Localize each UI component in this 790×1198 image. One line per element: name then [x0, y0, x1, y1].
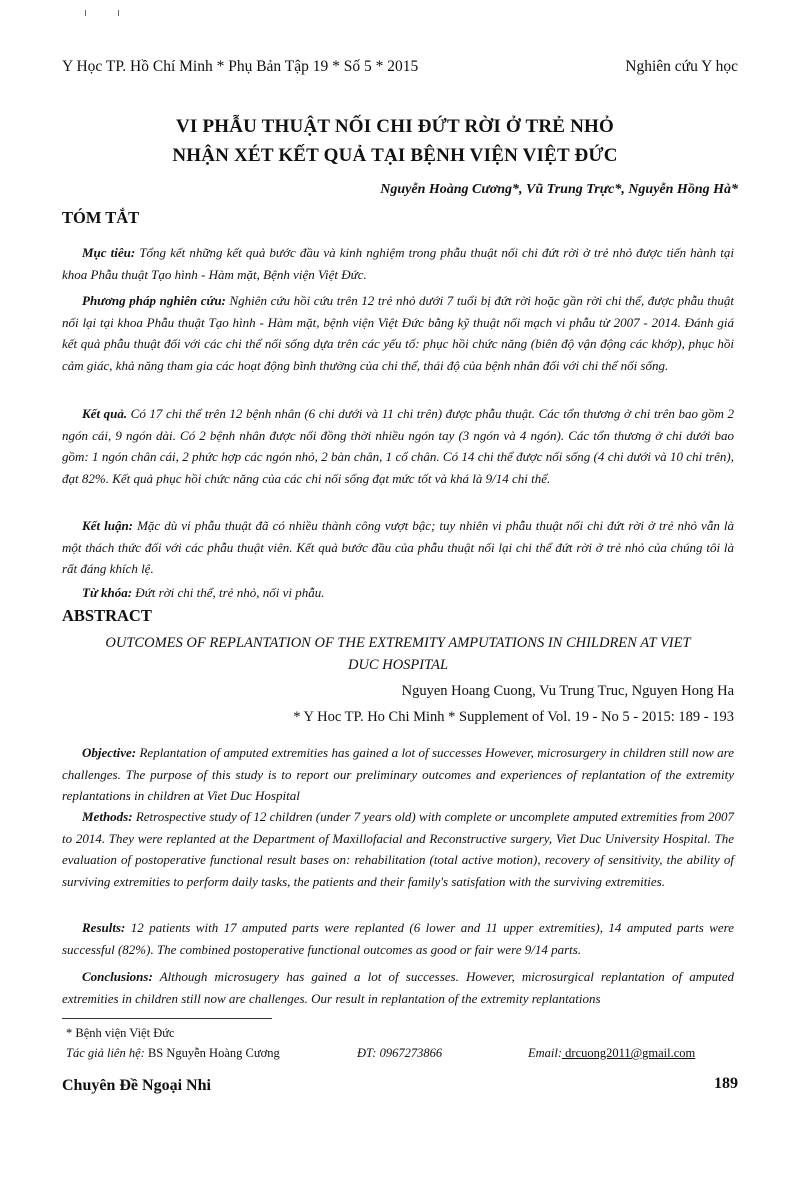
- citation: * Y Hoc TP. Ho Chi Minh * Supplement of Vol. 19 - No 5 - 2015: 189 - 193: [293, 709, 734, 725]
- footnote-email[interactable]: Email: drcuong2011@gmail.com: [528, 1046, 696, 1060]
- section-header: Nghiên cứu Y học: [625, 58, 738, 75]
- english-title-line-2: DUC HOSPITAL: [347, 657, 449, 673]
- footer-journal-section: Chuyên Đề Ngoại Nhi: [62, 1077, 211, 1094]
- footnote-affiliation: * Bệnh viện Việt Đức: [66, 1026, 175, 1040]
- title-line-1: VI PHẪU THUẬT NỐI CHI ĐỨT RỜI Ở TRẺ NHỎ: [175, 116, 614, 137]
- scan-mark: [118, 10, 119, 16]
- tom-tat-results: Kết quả. Có 17 chi thể trên 12 bệnh nhân (6 chi dưới và 11 chi trên) được phẫu thuật. Các tổn thương ở chi trên bao gồm 2 ngón cái, 9 ngón dài. Có 2 bệnh nhân được nối đồng thời nhiều ngón tay (3 ngón và 4 ngón). Các tổn thương ở chi dưới bao gồm: 1 ngón chân cái, 2 phức hợp các ngón nhỏ, 2 bàn chân, 1 cổ chân. Có 14 chi thể được nối sống (4 chi dưới và 10 chi trên), đạt 82%. Kết quả phục hồi chức năng của các chi nối sống đạt mức tốt và khá là 9/14 chi thể.: [62, 406, 734, 486]
- footnote-phone: ĐT: 0967273866: [357, 1046, 443, 1060]
- running-header: [62, 58, 738, 76]
- abstract-heading: ABSTRACT: [62, 606, 152, 625]
- article-title: [0, 112, 790, 170]
- english-title-line-1: OUTCOMES OF REPLANTATION OF THE EXTREMITY AMPUTATIONS IN CHILDREN AT VIET: [105, 635, 691, 651]
- tom-tat-heading: TÓM TẮT: [62, 208, 140, 227]
- tom-tat-methods: Phương pháp nghiên cứu: Nghiên cứu hồi cứu trên 12 trẻ nhỏ dưới 7 tuổi bị đứt rời hoặc gần rời chi thể, được phẫu thuật nối lại tại khoa Phẫu thuật Tạo hình - Hàm mặt, bệnh viện Việt Đức bằng kỹ thuật nối mạch vi phẫu từ 2007 - 2014. Đánh giá kết quả phẫu thuật đối với các chi thể nối sống dựa trên các yếu tố: phục hồi chức năng (biên độ vận động các khớp), phục hồi cảm giác, khả năng tham gia các hoạt động bình thường của chi thể, thái độ của bệnh nhân đối với chi thể nối sống.: [62, 293, 735, 373]
- english-title: [62, 632, 734, 676]
- english-authors: Nguyen Hoang Cuong, Vu Trung Truc, Nguyen Hong Ha: [401, 683, 734, 699]
- tom-tat-keywords: Từ khóa: Đứt rời chi thể, trẻ nhỏ, nối vi phẫu.: [82, 585, 325, 600]
- footnote-contact: Tác giả liên hệ: BS Nguyễn Hoàng Cương: [66, 1046, 280, 1060]
- abstract-conclusions: Conclusions: Although microsugery has gained a lot of successes. However, microsurgical replantation of amputed extremities in children still now are challenges. Our result in replantation of the extremity replantations: [62, 969, 734, 1006]
- scan-mark: [85, 10, 86, 16]
- abstract-objective: Objective: Replantation of amputed extremities has gained a lot of successes However, microsurgery in children still now are challenges. The purpose of this study is to report our preliminary outcomes and experiences of replantation of the extremity replantations in children at Viet Duc Hospital: [62, 745, 734, 803]
- authors-vietnamese: Nguyễn Hoàng Cương*, Vũ Trung Trực*, Nguyễn Hồng Hà*: [380, 182, 738, 197]
- journal-header: Y Học TP. Hồ Chí Minh * Phụ Bản Tập 19 * Số 5 * 2015: [62, 58, 419, 75]
- title-line-2: NHẬN XÉT KẾT QUẢ TẠI BỆNH VIỆN VIỆT ĐỨC: [172, 145, 618, 166]
- abstract-methods: Methods: Retrospective study of 12 children (under 7 years old) with complete or uncomplete amputed extremities from 2007 to 2014. They were replanted at the Department of Maxillofacial and Reconstructive surgery, Viet Duc University Hospital. The evaluation of postoperative functional result bases on: rehabilitation (total active motion), recovery of sensitivity, the ability of surviving extremities to perform daily tasks, the patients and their family's satisfation with the surviving extremities.: [62, 809, 734, 889]
- tom-tat-objective: Mục tiêu: Tổng kết những kết quả bước đầu và kinh nghiệm trong phẫu thuật nối chi đứt rời ở trẻ nhỏ được tiến hành tại khoa Phẫu thuật Tạo hình - Hàm mặt, Bệnh viện Việt Đức.: [62, 245, 734, 282]
- footnote-rule: [62, 1018, 272, 1019]
- tom-tat-conclusion: Kết luận: Mặc dù vi phẫu thuật đã có nhiều thành công vượt bậc; tuy nhiên vi phẫu thuật nối chi đứt rời ở trẻ nhỏ vẫn là một thách thức đối với các phẫu thuật viên. Kết quả bước đầu của phẫu thuật nối lại chi thể đứt rời ở trẻ nhỏ của chúng tôi là rất đáng khích lệ.: [62, 518, 734, 576]
- abstract-results: Results: 12 patients with 17 amputed parts were replanted (6 lower and 11 upper extremities), 14 amputed parts were successful (82%). The combined postoperative functional outcomes as good or fair were 9/14 parts.: [62, 920, 734, 957]
- page-number: 189: [714, 1075, 738, 1092]
